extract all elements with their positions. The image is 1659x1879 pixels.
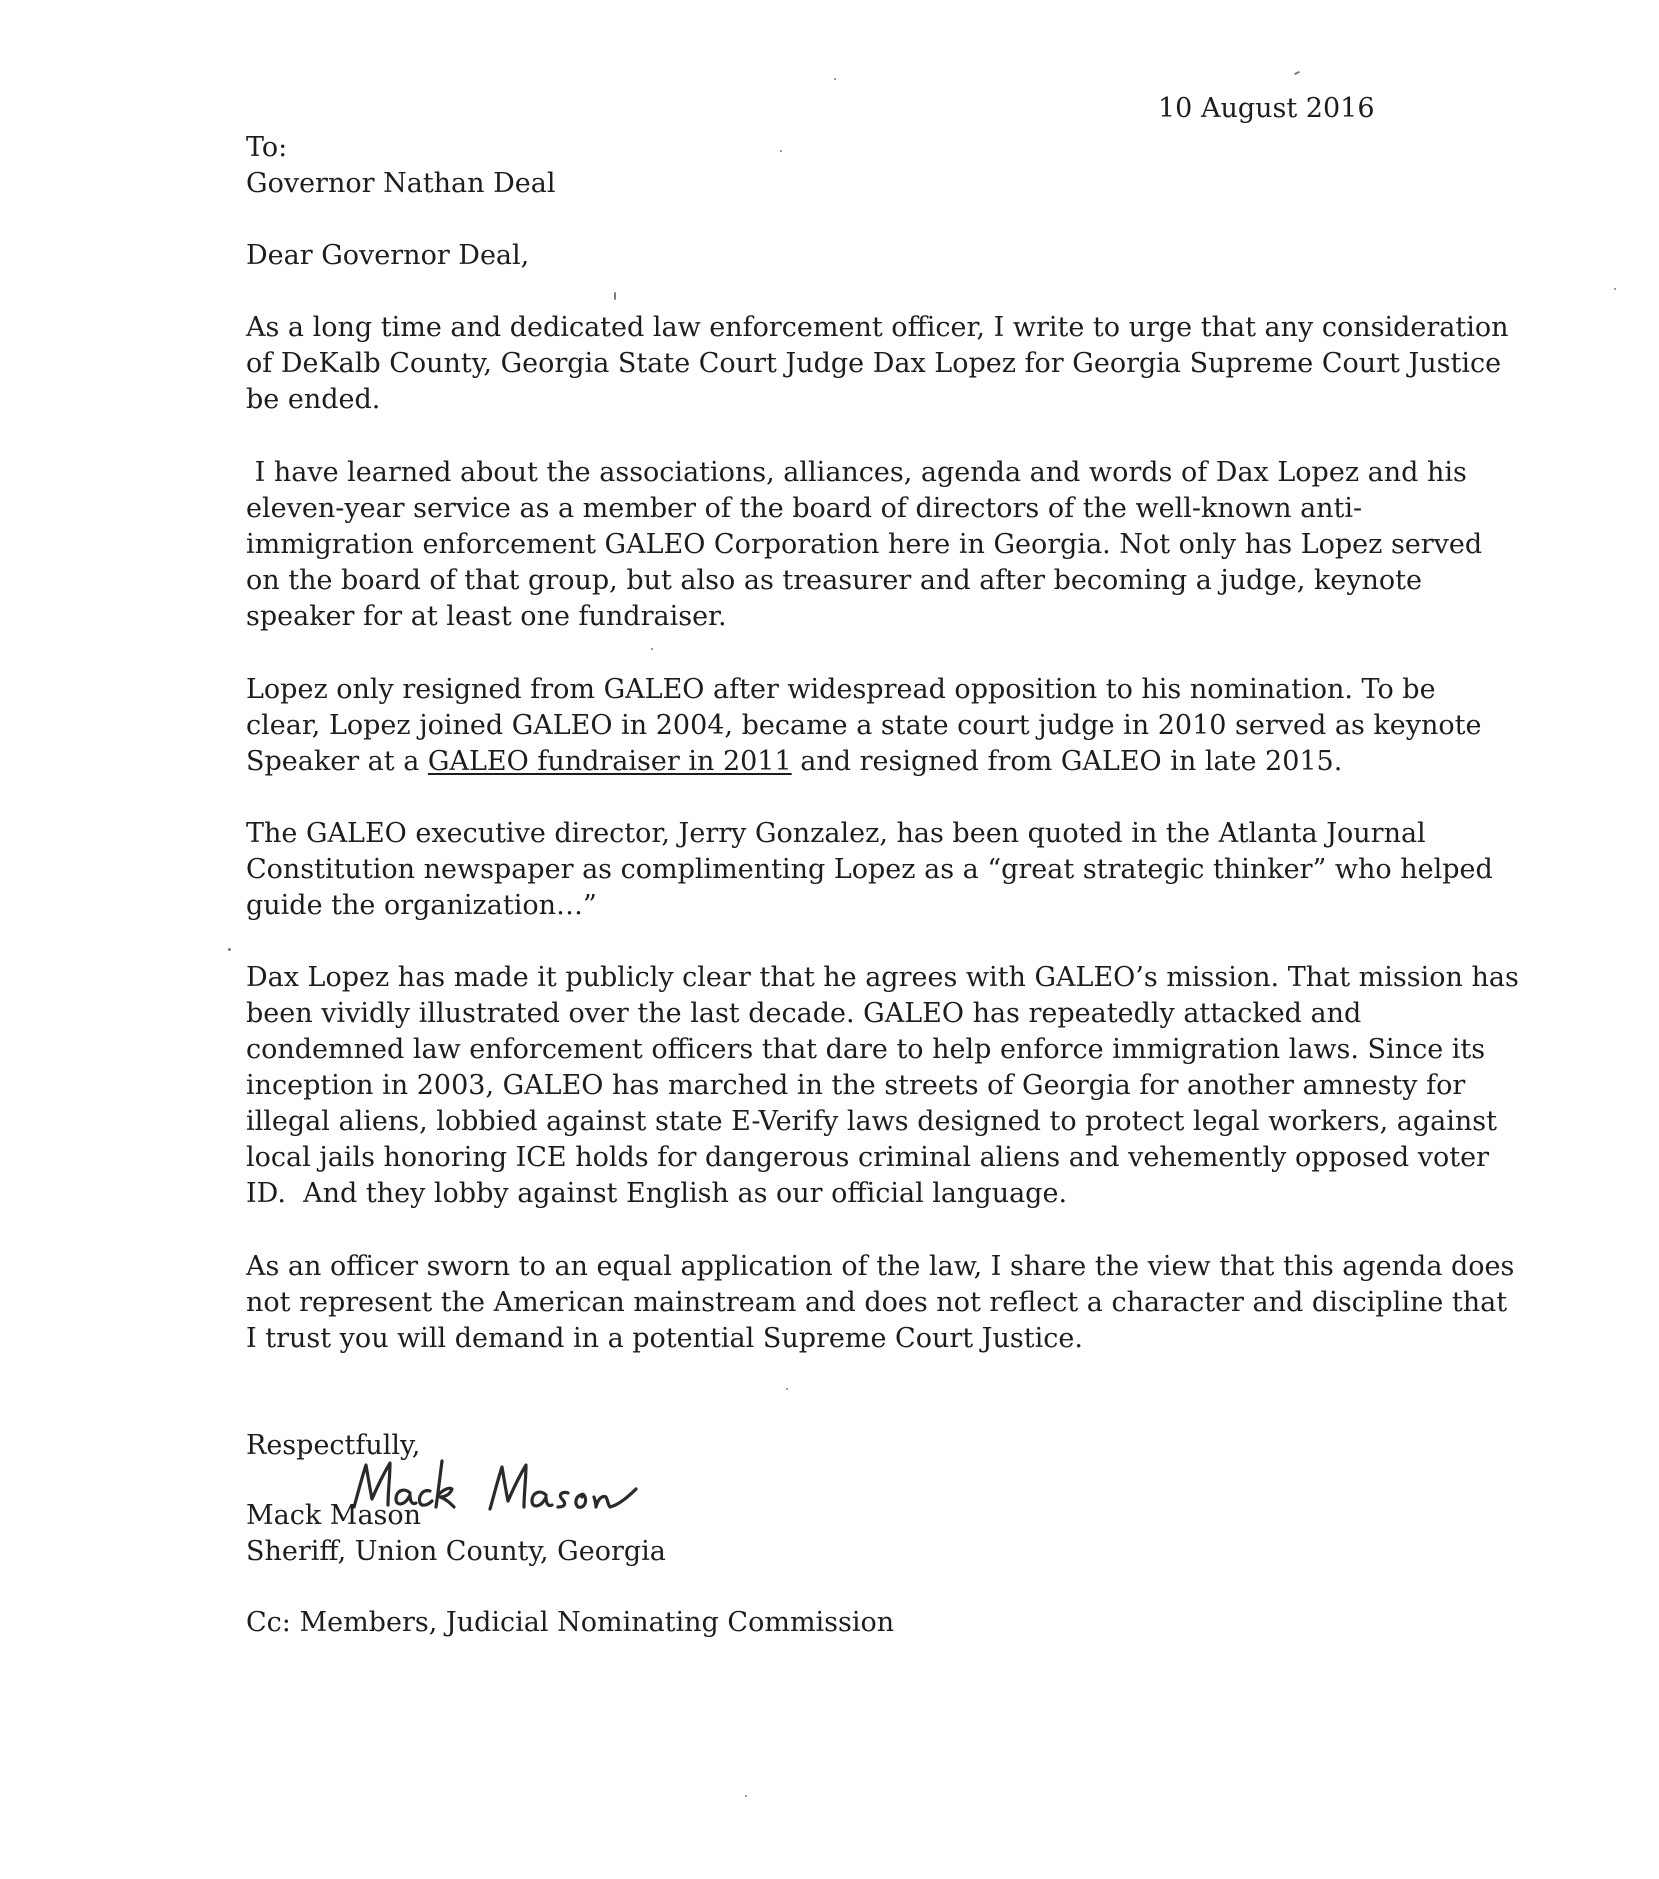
paragraph-line: eleven-year service as a member of the board of directors of the well-known anti- [246, 493, 1363, 524]
galeo-fundraiser-link[interactable]: GALEO fundraiser in 2011 [427, 746, 792, 777]
salutation: Dear Governor Deal, [246, 240, 530, 271]
cc-line: Cc: Members, Judicial Nominating Commission [246, 1607, 895, 1638]
paragraph-line: Constitution newspaper as complimenting Lopez as a “great strategic thinker” who helped [246, 854, 1493, 885]
signer-title: Sheriff, Union County, Georgia [246, 1536, 666, 1567]
closing: Respectfully, [246, 1430, 421, 1461]
paragraph-line: As an officer sworn to an equal application of the law, I share the view that this agenda does [246, 1251, 1515, 1282]
paragraph-line: illegal aliens, lobbied against state E-Verify laws designed to protect legal workers, against [246, 1106, 1497, 1137]
scan-speck [1614, 288, 1616, 290]
scan-speck [228, 948, 231, 951]
to-label: To: [246, 132, 288, 163]
scan-speck [786, 1388, 788, 1390]
scan-speck [780, 150, 782, 152]
paragraph-line: Dax Lopez has made it publicly clear that he agrees with GALEO’s mission. That mission has [246, 962, 1519, 993]
paragraph-line: guide the organization…” [246, 890, 597, 921]
signer-name: Mack Mason [246, 1500, 422, 1531]
paragraph-6 [246, 1249, 1514, 1357]
paragraph-5 [246, 960, 1519, 1212]
paragraph-line [246, 744, 1481, 780]
scan-speck [745, 1795, 747, 1797]
paragraph-4 [246, 816, 1493, 924]
paragraph-line: condemned law enforcement officers that dare to help enforce immigration laws. Since its [246, 1034, 1486, 1065]
paragraph-line: The GALEO executive director, Jerry Gonzalez, has been quoted in the Atlanta Journal [246, 818, 1426, 849]
paragraph-line: immigration enforcement GALEO Corporation here in Georgia. Not only has Lopez served [246, 529, 1483, 560]
paragraph-line: inception in 2003, GALEO has marched in the streets of Georgia for another amnesty for [246, 1070, 1466, 1101]
scan-speck [651, 648, 653, 650]
paragraph-line: I have learned about the associations, alliances, agenda and words of Dax Lopez and his [246, 457, 1467, 488]
scan-speck [834, 78, 836, 80]
paragraph-line: of DeKalb County, Georgia State Court Judge Dax Lopez for Georgia Supreme Court Justice [246, 348, 1502, 379]
paragraph-line: been vividly illustrated over the last decade. GALEO has repeatedly attacked and [246, 998, 1362, 1029]
paragraph-line: local jails honoring ICE holds for dangerous criminal aliens and vehemently opposed voter [246, 1142, 1490, 1173]
paragraph-line: be ended. [246, 384, 381, 415]
paragraph-line: ID. And they lobby against English as our official language. [246, 1178, 1068, 1209]
scan-speck [1294, 71, 1300, 75]
paragraph-line: speaker for at least one fundraiser. [246, 601, 727, 632]
recipient-block [246, 130, 556, 202]
signer-block [246, 1498, 666, 1570]
paragraph-1 [246, 310, 1508, 418]
scan-speck [614, 292, 616, 300]
paragraph-line: As a long time and dedicated law enforcement officer, I write to urge that any consideration [246, 312, 1509, 343]
line-text: Speaker at a [246, 746, 428, 777]
paragraph-line: on the board of that group, but also as treasurer and after becoming a judge, keynote [246, 565, 1422, 596]
paragraph-line: I trust you will demand in a potential Supreme Court Justice. [246, 1323, 1083, 1354]
paragraph-line: clear, Lopez joined GALEO in 2004, became a state court judge in 2010 served as keynote [246, 710, 1482, 741]
paragraph-3 [246, 672, 1481, 780]
recipient-name: Governor Nathan Deal [246, 168, 556, 199]
paragraph-line: not represent the American mainstream and does not reflect a character and discipline that [246, 1287, 1508, 1318]
letter-date: 10 August 2016 [1158, 93, 1375, 124]
line-text: and resigned from GALEO in late 2015. [791, 746, 1343, 777]
paragraph-2 [246, 455, 1482, 635]
paragraph-line: Lopez only resigned from GALEO after widespread opposition to his nomination. To be [246, 674, 1436, 705]
